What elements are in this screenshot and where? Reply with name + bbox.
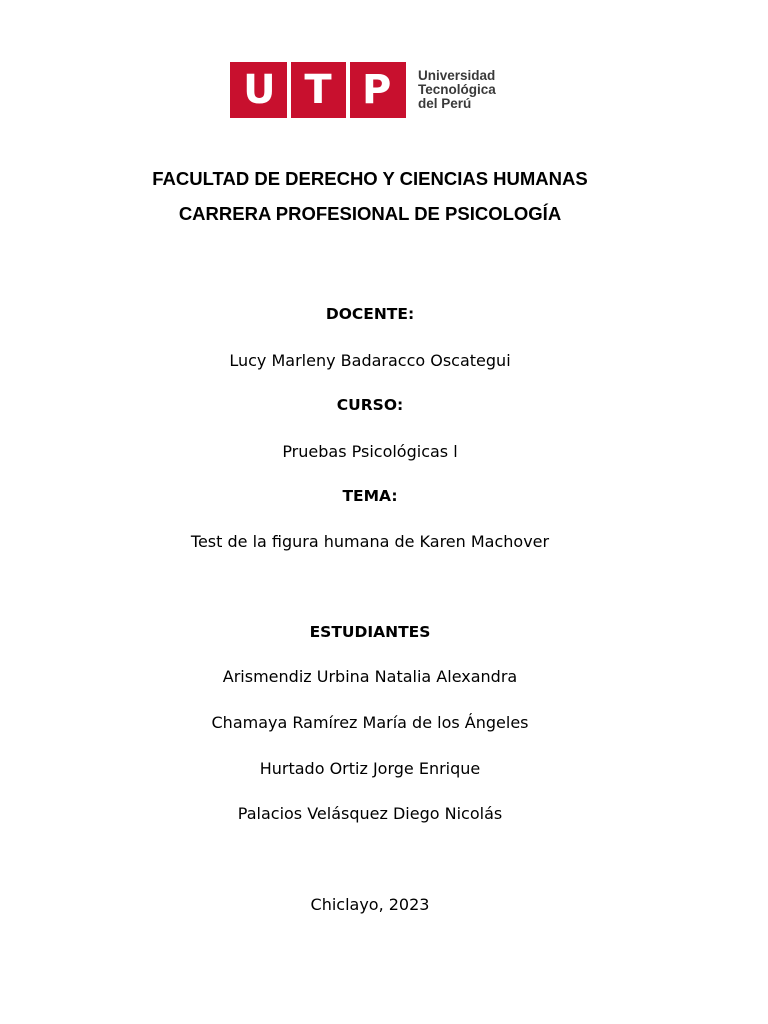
logo-text <box>418 69 496 111</box>
logo-text-line: Tecnológica <box>418 82 496 97</box>
logo-letter-u: U <box>243 67 276 113</box>
docente-label: DOCENTE: <box>325 305 415 323</box>
logo-letter-t: T <box>304 67 332 113</box>
place-date: Chiclayo, 2023 <box>310 895 430 914</box>
student-name: Hurtado Ortiz Jorge Enrique <box>259 759 481 778</box>
logo-text-line: Universidad <box>418 68 496 83</box>
student-name: Chamaya Ramírez María de los Ángeles <box>211 713 529 732</box>
tema-label: TEMA: <box>342 487 398 505</box>
logo-letter-p: P <box>361 67 392 113</box>
curso-label: CURSO: <box>336 396 404 414</box>
logo-separator <box>346 62 350 118</box>
career-heading: CARRERA PROFESIONAL DE PSICOLOGÍA <box>178 203 562 224</box>
student-name: Arismendiz Urbina Natalia Alexandra <box>222 667 518 686</box>
logo-separator <box>287 62 291 118</box>
estudiantes-label: ESTUDIANTES <box>309 623 431 641</box>
logo-text-line: del Perú <box>418 96 472 111</box>
student-name: Palacios Velásquez Diego Nicolás <box>237 804 503 823</box>
utp-logo <box>230 62 496 118</box>
tema-name: Test de la figura humana de Karen Machover <box>190 532 550 551</box>
faculty-heading: FACULTAD DE DERECHO Y CIENCIAS HUMANAS <box>152 168 588 189</box>
utp-logo-box <box>230 62 406 118</box>
curso-name: Pruebas Psicológicas l <box>282 442 458 461</box>
docente-name: Lucy Marleny Badaracco Oscategui <box>229 351 511 370</box>
